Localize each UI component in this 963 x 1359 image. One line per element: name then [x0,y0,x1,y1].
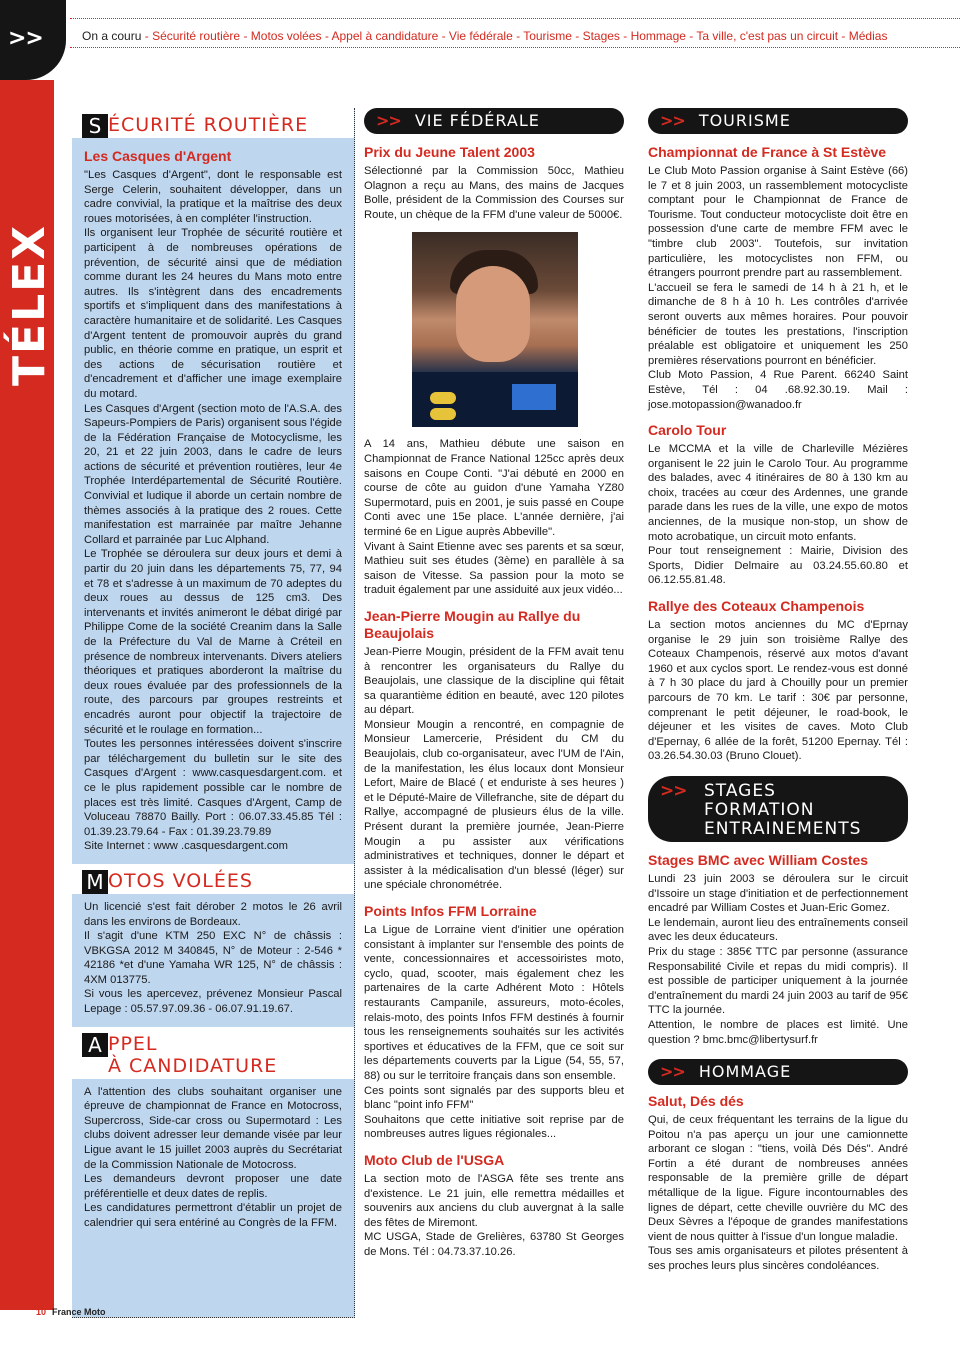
right-column [648,108,908,1274]
article-body [364,645,624,893]
article-body [364,164,624,222]
securite-header [72,108,354,138]
arrow-icon: >> [376,111,401,130]
paragraph: Les Casques d'Argent (section moto de l'A.S.A. des Sapeurs-Pompiers de Paris) organisent sous l'égide de la Fédération Française de Motocyclisme, les 20, 21 et 22 juin 2003, dans le cadre de leurs actions de sécurité et prévention routières, leur 4e Trophée Interdépartemental de Sécurité Routière. Convivial et ludique il aborde un certain nombre de thèmes associés à la pratique des 2 roues. Cette manifestation est marrainée par maître Jehanne Collard et parrainée par Luc Alphand. [84,402,342,546]
hommage-title: HOMMAGE [698,1062,792,1082]
article-body [648,872,908,1047]
article-body [648,442,908,588]
paragraph: Attention, le nombre de places est limité. Une question ? bmc.bmc@libertysurf.fr [648,1018,908,1046]
motos-article [72,894,354,1017]
paragraph: Vivant à Saint Etienne avec ses parents et sa sœur, Mathieu suit ses études (3ème) en parallèle à sa saison de Vitesse. Sa passion pour la moto se traduit également par une assiduité aux jeux vidéo... [364,540,624,597]
tourisme-header [648,108,908,134]
paragraph: Les demandeurs devront proposer une date préférentielle et deux dates de replis. [84,1173,342,1200]
paragraph: Lundi 23 juin 2003 se déroulera sur le circuit d'Issoire un stage d'initiation et de perfectionnement encadré par William Costes et Juan-Eric Gomez. [648,872,908,915]
paragraph: Club Moto Passion, 4 Rue Parent. 66240 Saint Estève, Tél : 04 .68.92.30.19. Mail : jose.motopassion@wanadoo.fr [648,369,908,411]
appel-article-body [84,1085,342,1231]
sponsor-patch [430,392,456,404]
paragraph: Pour tout renseignement : Mairie, Division des Sports, Didier Delmaire au 03.24.55.60.80 et 06.12.55.81.48. [648,545,908,587]
stages-title-line: STAGES [704,780,776,801]
paragraph: Prix du stage : 385€ TTC par personne (assurance Responsabilité Civile et repas du midi compris). Il est possible de participer uniquement à la journée d'entraînement du mardi 24 juin 2003 au tarif de 95€ TTC la journée. [648,945,908,1017]
arrow-icon: >> [660,1062,685,1082]
paragraph: Si vous les apercevez, prévenez Monsieur Pascal Lepage : 05.57.97.09.36 - 06.07.91.19.67. [84,988,342,1016]
hommage-header [648,1059,908,1085]
rider-photo [412,232,578,427]
paragraph: Sélectionné par la Commission 50cc, Mathieu Olagnon a reçu au Mans, des mains de Jacques Bolle, président de la Commission des Courses sur Route, un chèque de la FFM d'une valeur de 5000€. [364,165,624,221]
vie-federale-header [364,108,624,134]
paragraph: Le lendemain, auront lieu des entraînements conseil avec les deux éducateurs. [648,916,908,944]
nav-separator: - [838,29,849,43]
ffm-patch [512,384,556,410]
topic-nav [70,18,960,48]
appel-initial: A [82,1033,108,1057]
sponsor-patch [430,408,456,420]
stages-header [648,776,908,842]
article-title: Carolo Tour [648,422,727,439]
paragraph: Les candidatures permettront d'établir un projet de calendrier qui sera entériné au Congrès de la FFM. [84,1202,342,1229]
nav-item: Hommage [630,29,686,43]
securite-initial: S [82,114,108,138]
article-title: Rallye des Coteaux Champenois [648,598,865,615]
telex-label: TÉLEX [4,223,55,386]
nav-separator: - [144,29,153,43]
stages-title-line: ENTRAINEMENTS [704,818,862,839]
page-footer [36,1307,106,1317]
nav-item: Tourisme [523,29,572,43]
paragraph: Toutes les personnes intéressées doivent s'inscrire par téléchargement du bulletin sur le site des Casques d'Argent : www.casquesdargent.com. et ce le plus rapidement possible car le nombre de places est très limité. Casques d'Argent, Camp de Voluceau 78870 Bailly. Port : 06.07.33.45.85 Tél : 01.39.23.79.64 - Fax : 01.39.23.79.89 [84,738,342,838]
nav-separator: - [321,29,332,43]
nav-item: Stages [582,29,620,43]
article-title: Points Infos FFM Lorraine [364,903,537,919]
securite-article [72,148,354,854]
telex-band [0,80,54,1310]
article-title: Moto Club de l'USGA [364,1151,505,1168]
paragraph: Ces points sont signalés par des supports bleu et blanc "point info FFM" [364,1084,624,1112]
appel-article [72,1079,354,1231]
paragraph: A 14 ans, Mathieu débute une saison en Championnat de France National 125cc après deux saisons en Coupe Conti. "J'ai débuté en 2000 en course de côte au guidon d'une Yamaha YZ80 Supermotard, puis en 2001, je suis passé en Coupe Conti avec une 15e place. L'année dernière, j'ai terminé 6e en Ligue auprès Abbeville". [364,438,624,538]
paragraph: Monsieur Mougin a rencontré, en compagnie de Monsieur Lamercerie, Président du CM du Beaujolais, club co-organisateur, avec l'UM de l'Ain, de la manifestation, les élus locaux dont Monsieur Lefort, Maire de Blacé ( et enduriste à ses heures ) et le Député-Maire de Villefranche, site de départ du Rallye, accompagné de plusieurs élus de la ville. Présent durant la première journée, Jean-Pierre Mougin a pu assister aux vérifications administratives et techniques, donner le départ et assister à la médicalisation d'un blessé (léger) sur une spéciale chronométrée. [364,718,624,892]
paragraph: La Ligue de Lorraine vient d'initier une opération consistant à implanter sur l'ensemble des points de vente, concessionnaires et accessoiristes moto, cyclo, quad, scooter, mais également chez les partenaires de la carte Adhérent Moto : Hôtels restaurants Campanile, assureurs, moto-écoles, relais-moto, des points Infos FFM destinés à fournir tous les renseignements souhaités sur les activités sportives et éducatives de la FFM, que ce soit sur les départements couverts par la Ligue (54, 55, 57, 88) ou sur le territoire français dans son ensemble. [364,924,624,1082]
nav-item: Motos volées [250,29,322,43]
nav-lead: On a couru [82,29,142,43]
article-title: Jean-Pierre Mougin au Rallye du Beaujolais [364,607,581,641]
paragraph: Souhaitons que cette initiative soit reprise par de nombreuses autres ligues régionales... [364,1113,624,1141]
article-title: Salut, Dés dés [648,1093,744,1110]
nav-separator: - [685,29,697,43]
paragraph: Jean-Pierre Mougin, président de la FFM avait tenu à rencontrer les organisateurs du Rallye du Beaujolais, une classique de la discipline qui fêtait sa quarantième édition en beauté, avec 120 pilotes au départ. [364,645,624,717]
article-body [364,1172,624,1260]
paragraph: Le Club Moto Passion organise à Saint Estève (66) le 7 et 8 juin 2003, un rassemblement motocycliste comptant pour le Championnat de France de Tourisme. Tout conducteur motocycliste doit être en possession d'une carte de membre FFM avec le "timbre club 2003". Toutefois, sur invitation particulière, les motocyclistes non FFM, ou étrangers pourront prendre part au rassemblement. [648,165,908,280]
paragraph: MC USGA, Stade de Grelières, 63780 St Georges de Mons. Tél : 04.73.37.10.26. [364,1231,624,1258]
vie-federale-title: VIE FÉDÉRALE [414,111,540,130]
magazine-name: France Moto [52,1307,106,1317]
paragraph: Ils organisent leur Trophée de sécurité routière et participent à de nombreuses opérations de prévention, de sécurité ainsi que de médiation comme durant les 24 heures du Mans moto entre autres. Ils s'intègrent dans des encadrements sportifs et s'impliquent dans des manifestations à caractère humanitaire et de solidarité. Les Casques d'Argent tentent de promouvoir auprès du grand public, en théorie comme en pratique, un esprit et des actions de sécurisation routière et d'encadrement et d'afficher une image exemplaire du motard. [84,227,342,400]
paragraph: La section moto de l'ASGA fête ses trente ans d'existence. Le 21 juin, elle remettra médailles et souvenirs aux anciens du club auvergnat à la salle des fêtes de Miremont. [364,1172,624,1229]
page-number: 10 [36,1307,47,1317]
stages-title-line: FORMATION [704,799,815,820]
nav-item: Ta ville, c'est pas un circuit [696,29,839,43]
nav-separator: - [619,29,631,43]
appel-header [72,1027,354,1079]
nav-separator: - [512,29,524,43]
paragraph: "Les Casques d'Argent", dont le responsable est Serge Celerin, souhaitent développer, dans un cadre convivial, la pratique et la maîtrise des deux roues motorisées, à en compléter l'instruction. [84,169,342,225]
motos-title: OTOS VOLÉES [108,869,253,892]
arrow-icon: >> [660,111,685,130]
securite-title: ÉCURITÉ ROUTIÈRE [108,114,309,136]
nav-item: Médias [848,29,888,43]
article-title: Prix du Jeune Talent 2003 [364,144,535,160]
photo-face [456,266,530,362]
article-title: Stages BMC avec William Costes [648,851,869,868]
securite-article-body [84,168,342,854]
paragraph: Il s'agit d'une KTM 250 EXC N° de châssis : VBKGSA 2012 M 340845, N° de Moteur : 2-546 * 42186 *et d'une Yamaha WR 125, N° de châssis : 4XM 013775. [84,930,342,986]
motos-header [72,864,354,894]
appel-title-line2: À CANDIDATURE [108,1054,278,1077]
article-body [364,923,624,1142]
nav-item: Vie fédérale [448,29,513,43]
article-body [648,618,908,764]
paragraph: Tous ses amis organisateurs et pilotes présentent à ses proches leurs plus sincères condoléances. [648,1245,908,1273]
motos-initial: M [82,870,108,894]
paragraph: A l'attention des clubs souhaitant organiser une épreuve de championnat de France en Motocross, Supercross, Side-car cross ou Supermotard : Les clubs doivent adresser leur demande visée par leur Ligue avant le 15 juillet 2003 auprès du Secrétariat de la Commission Nationale de Motocross. [84,1085,342,1171]
paragraph: La section motos anciennes du MC d'Eprnay organise le 29 juin son troisième Rallye des Coteaux Champenois, réservé aux motos d'avant 1960 et aux cyclos sport. Le rendez-vous est donné à 7 h 30 place du jard à Chouilly pour un premier parcours de 70 km. Le tarif : 30€ par personne, comprenant le petit déjeuner, le road-book, le déjeuner et les visites de caves. Moto Club d'Epernay, 6 allée de la forêt, 51200 Epernay. Tél : 03.26.54.30.03 (Bruno Clouet). [648,619,908,763]
tourisme-title: TOURISME [698,111,791,130]
topic-nav-list [82,29,887,43]
section-tab-arrow: >> [0,0,66,80]
paragraph: L'accueil se fera le samedi de 14 h à 21 h, et le dimanche de 8 h à 10 h. Les contrôles d'arrivée seront ouverts aux mêmes horaires. Pour pouvoir bénéficier de toutes les prestations, l'inscription préalable est obligatoire et uniquement les 250 premières réservations pourront en bénéficier. [648,281,908,367]
article-title: Championnat de France à St Estève [648,144,887,160]
nav-separator: - [438,29,449,43]
motos-article-body [84,900,342,1017]
article-body [648,164,908,412]
nav-item: Appel à candidature [331,29,439,43]
nav-separator: - [240,29,251,43]
paragraph: Le Trophée se déroulera sur deux jours et demi à partir du 20 juin dans les départements 75, 77, 94 et 78 et s'adresse à un maximum de 70 adeptes du deux roues au dessus de 125 cm3. Des intervenants et invités animeront le débat dirigé par Philippe Come de la société Creanim dans la Salle de la Préfecture du Val de Marne à Créteil en présence de nombreux intervenants. Divers ateliers théoriques et pratiques aborderont la maîtrise du deux roues évaluée par des professionnels de la route, des parcours par groupes restreints et encadrés auront pour objectif la trajectoire de sécurité et le roulage en formation... [84,548,342,736]
article-body [648,1113,908,1274]
left-column [72,108,355,1318]
nav-separator: - [571,29,583,43]
nav-item: Sécurité routière [152,29,241,43]
paragraph: Un licencié s'est fait dérober 2 motos le 26 avril dans les environs de Bordeaux. [84,900,342,928]
securite-article-title: Les Casques d'Argent [84,148,232,164]
appel-title: PPEL [108,1032,158,1055]
middle-column [364,108,624,1259]
paragraph: Site Internet : www .casquesdargent.com [84,840,288,853]
paragraph: Le MCCMA et la ville de Charleville Mézières organisent le 22 juin le Carolo Tour. Au programme des balades, avec 4 itinéraires de 80 à 130 km au choix, tracées au cœur des Ardennes, une grande parade dans les rues de la ville, une expo de motos anciennes, de la musique non-stop, un show de moto acrobatique, un circuit moto enfants. [648,443,908,543]
article-body [364,437,624,598]
arrow-icon: >> [660,780,687,801]
paragraph: Qui, de ceux fréquentant les terrains de la ligue du Poitou n'a pas aperçu un jour une camionnette arborant ce slogan : "tiens, voilà Dés Dés". André Fortin a été durant de nombreuses années responsable de la première grille de départ métallique de la ligue. Figure incontournables des lignes de départ, cette cheville ouvrière du MC des Deux Sèvres a l'époque de grandes manifestations vient de nous quitter à l'issue d'un longue maladie. [648,1114,908,1243]
